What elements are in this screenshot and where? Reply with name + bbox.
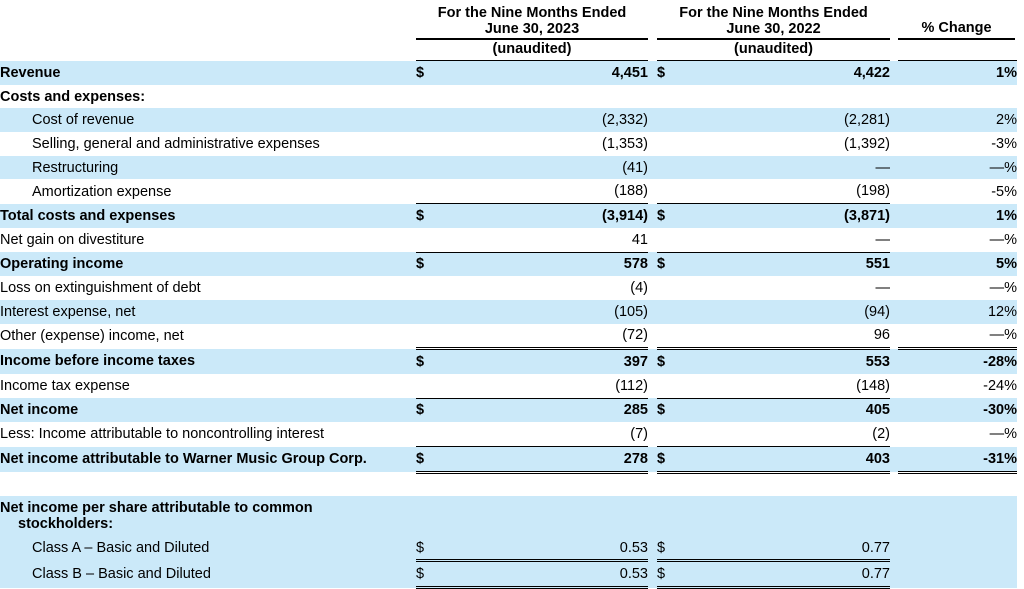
pct-change: —% <box>989 426 1017 443</box>
value-2023: (1,353) <box>602 135 648 152</box>
currency-symbol: $ <box>657 61 677 85</box>
row-label: Net income <box>0 398 408 422</box>
table-row <box>0 324 1017 349</box>
table-row <box>0 561 1017 588</box>
income-statement-table <box>0 60 1017 589</box>
table-row <box>0 252 1017 276</box>
table-row <box>0 276 1017 300</box>
table-row <box>0 374 1017 398</box>
currency-symbol: $ <box>657 561 677 588</box>
value-2022: 403 <box>677 447 890 473</box>
row-label: Restructuring <box>0 156 408 180</box>
value-2023: 397 <box>436 349 648 374</box>
row-label: Total costs and expenses <box>0 204 408 228</box>
col3-header-rule <box>898 38 1015 40</box>
value-2022: 405 <box>677 398 890 422</box>
value-2022: (1,392) <box>844 135 890 152</box>
value-2022: — <box>677 228 890 252</box>
row-label: Income before income taxes <box>0 349 408 374</box>
row-label: Interest expense, net <box>0 300 408 324</box>
row-label: Class B – Basic and Diluted <box>0 561 408 588</box>
pct-change: -5% <box>991 183 1017 200</box>
value-2022: — <box>875 280 890 297</box>
value-2023: (112) <box>436 374 648 398</box>
currency-symbol: $ <box>657 204 677 228</box>
col1-header-line1: For the Nine Months Ended <box>437 5 627 21</box>
value-2022: 553 <box>677 349 890 374</box>
value-2022: (198) <box>677 179 890 203</box>
currency-symbol: $ <box>416 61 436 85</box>
pct-change: -3% <box>991 135 1017 152</box>
value-2022: 96 <box>677 324 890 349</box>
pct-change: -24% <box>983 378 1017 395</box>
value-2023: 0.53 <box>436 536 648 561</box>
value-2023: 41 <box>436 228 648 252</box>
value-2023: (188) <box>436 179 648 203</box>
pct-change: —% <box>898 156 1017 180</box>
currency-symbol: $ <box>657 252 677 276</box>
table-row <box>0 349 1017 374</box>
value-2022: 0.77 <box>677 536 890 561</box>
col2-header-rule <box>657 38 890 40</box>
currency-symbol: $ <box>657 349 677 374</box>
value-2022: (148) <box>677 374 890 398</box>
currency-symbol: $ <box>416 204 436 228</box>
col2-header <box>657 5 890 37</box>
currency-symbol: $ <box>657 398 677 422</box>
table-row <box>0 300 1017 324</box>
pct-change: —% <box>898 324 1017 349</box>
value-2023: 285 <box>436 398 648 422</box>
table-row <box>0 496 1017 536</box>
value-2023: 0.53 <box>436 561 648 588</box>
table-row <box>0 179 1017 203</box>
eps-heading-line1: Net income per share attributable to common <box>0 499 313 516</box>
value-2022: (94) <box>677 300 890 324</box>
currency-symbol: $ <box>416 447 436 473</box>
table-row <box>0 61 1017 85</box>
col1-header-rule <box>416 38 648 40</box>
value-2023: (3,914) <box>436 204 648 228</box>
table-row <box>0 108 1017 132</box>
value-2022: — <box>677 156 890 180</box>
row-label: Net gain on divestiture <box>0 231 145 248</box>
currency-symbol: $ <box>416 252 436 276</box>
pct-change: -28% <box>898 349 1017 374</box>
eps-heading <box>0 496 408 536</box>
pct-change: —% <box>989 280 1017 297</box>
value-2022: 551 <box>677 252 890 276</box>
pct-change: -31% <box>898 447 1017 473</box>
pct-change: 12% <box>898 300 1017 324</box>
row-label: Costs and expenses: <box>0 88 146 105</box>
pct-change: -30% <box>898 398 1017 422</box>
table-row <box>0 85 1017 109</box>
row-label: Less: Income attributable to noncontrolling interest <box>0 426 325 443</box>
currency-symbol: $ <box>416 349 436 374</box>
col3-header: % Change <box>921 20 992 36</box>
eps-heading-line2: stockholders: <box>18 515 114 532</box>
row-label: Other (expense) income, net <box>0 328 184 345</box>
col2-header-line2: June 30, 2022 <box>726 21 821 37</box>
value-2022: 4,422 <box>677 61 890 85</box>
col2-header-line1: For the Nine Months Ended <box>679 5 868 21</box>
value-2023: (2,332) <box>436 108 648 132</box>
value-2022: 0.77 <box>677 561 890 588</box>
row-label: Net income attributable to Warner Music Group Corp. <box>0 447 408 473</box>
table-row <box>0 536 1017 561</box>
value-2023: 278 <box>436 447 648 473</box>
col1-header <box>416 5 648 37</box>
pct-change: —% <box>989 231 1017 248</box>
currency-symbol: $ <box>657 447 677 473</box>
value-2022: (2,281) <box>677 108 890 132</box>
currency-symbol: $ <box>416 536 436 561</box>
table-row <box>0 447 1017 473</box>
value-2023: 578 <box>436 252 648 276</box>
row-label: Operating income <box>0 252 408 276</box>
table-row <box>0 132 1017 156</box>
currency-symbol: $ <box>416 398 436 422</box>
col1-subheader: (unaudited) <box>492 41 572 57</box>
table-row <box>0 228 1017 252</box>
currency-symbol: $ <box>657 536 677 561</box>
row-label: Class A – Basic and Diluted <box>0 536 408 561</box>
row-label: Cost of revenue <box>0 108 408 132</box>
row-label: Selling, general and administrative expenses <box>32 135 320 152</box>
table-row <box>0 204 1017 228</box>
pct-change: 5% <box>898 252 1017 276</box>
value-2023: (41) <box>436 156 648 180</box>
pct-change: 2% <box>898 108 1017 132</box>
row-label: Amortization expense <box>32 183 172 200</box>
value-2023: 4,451 <box>436 61 648 85</box>
table-row <box>0 156 1017 180</box>
currency-symbol: $ <box>416 561 436 588</box>
value-2023: (7) <box>436 422 648 446</box>
value-2022: (3,871) <box>677 204 890 228</box>
value-2023: (105) <box>436 300 648 324</box>
table-row <box>0 398 1017 422</box>
col2-subheader: (unaudited) <box>734 41 813 57</box>
pct-change: 1% <box>898 61 1017 85</box>
pct-change: 1% <box>898 204 1017 228</box>
table-row <box>0 422 1017 446</box>
value-2022: (2) <box>677 422 890 446</box>
row-label: Revenue <box>0 61 408 85</box>
row-label: Income tax expense <box>0 378 130 395</box>
value-2023: (72) <box>436 324 648 349</box>
value-2023: (4) <box>630 280 648 297</box>
row-label: Loss on extinguishment of debt <box>0 280 201 297</box>
spacer-row <box>0 472 1017 496</box>
col1-header-line2: June 30, 2023 <box>484 21 580 37</box>
